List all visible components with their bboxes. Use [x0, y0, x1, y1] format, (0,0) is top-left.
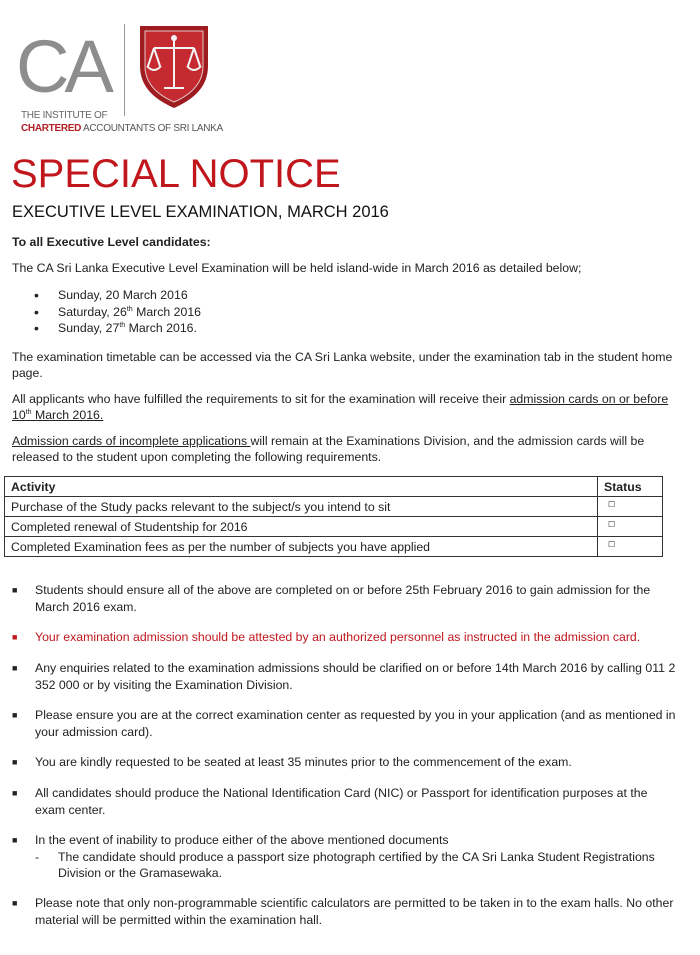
exam-date-item: • Sunday, 20 March 2016: [34, 287, 201, 304]
list-item: ■ Any enquiries related to the examination admissions should be clarified on or before 14th March 2016 by calling 011 2 352 000 or by visiting the Examination Division.: [12, 661, 676, 692]
checkbox-icon: ☐: [608, 519, 616, 529]
header-activity: Activity: [5, 477, 598, 497]
admission-card-date: admission cards on or before 10th March 2016.: [12, 392, 669, 422]
checkbox-icon: ☐: [608, 499, 616, 509]
page-subtitle: EXECUTIVE LEVEL EXAMINATION, MARCH 2016: [12, 203, 389, 221]
institute-logo: [10, 18, 223, 136]
incomplete-paragraph: Admission cards of incomplete applications will remain at the Examinations Division, and the admission cards will be released to the student upon completing the following requirements.: [12, 434, 645, 464]
exam-date-item: • Sunday, 27th March 2016.: [34, 320, 201, 337]
list-item: ■ Students should ensure all of the above are completed on or before 25th February 2016 to gain admission for the March 2016 exam.: [12, 583, 651, 614]
logo-chartered: CHARTERED: [21, 123, 82, 134]
checkbox-icon: ☐: [608, 539, 616, 549]
intro-paragraph: The CA Sri Lanka Executive Level Examination will be held island-wide in March 2016 as detailed below;: [12, 261, 582, 275]
exam-date-item: • Saturday, 26th March 2016: [34, 304, 201, 321]
list-item-attestation: ■ Your examination admission should be attested by an authorized personnel as instructed in the admission card.: [12, 630, 641, 644]
bullet-icon: ■: [12, 632, 18, 642]
status-cell: [598, 517, 663, 537]
logo-divider: [124, 24, 125, 116]
activity-cell: Purchase of the Study packs relevant to the subject/s you intend to sit: [5, 497, 598, 517]
table-header-row: [5, 477, 663, 497]
activity-cell: Completed renewal of Studentship for 2016: [5, 517, 598, 537]
logo-institute-line1: THE INSTITUTE OF: [21, 110, 108, 121]
bullet-icon: ■: [12, 710, 18, 720]
list-item: ■ In the event of inability to produce either of the above mentioned documents - The candidate should produce a passport size photograph certified by the CA Sri Lanka Student Registrations Division or the Gramasewaka.: [12, 832, 680, 882]
logo-accountants: ACCOUNTANTS OF SRI LANKA: [81, 123, 223, 134]
table-row: [5, 497, 663, 517]
header-status: Status: [598, 477, 663, 497]
list-item: ■ Please note that only non-programmable scientific calculators are permitted to be taken in to the exam halls. No other material will be permitted within the examination hall.: [12, 896, 674, 927]
status-cell: [598, 537, 663, 557]
activity-cell: Completed Examination fees as per the number of subjects you have applied: [5, 537, 598, 557]
page-title: SPECIAL NOTICE: [11, 152, 341, 196]
logo-letters: CA: [16, 25, 109, 108]
bullet-icon: ■: [12, 835, 18, 845]
requirements-table: [4, 476, 663, 557]
timetable-paragraph: The examination timetable can be accessed via the CA Sri Lanka website, under the examination tab in the student home page.: [12, 350, 673, 380]
list-item: ■ All candidates should produce the National Identification Card (NIC) or Passport for identification purposes at the exam center.: [12, 786, 648, 817]
admission-paragraph: All applicants who have fulfilled the requirements to sit for the examination will receive their admission cards on or before 10th March 2016.: [12, 392, 669, 422]
table-row: [5, 537, 663, 557]
dash-marker: -: [35, 849, 40, 864]
bullet-icon: ■: [12, 898, 18, 908]
greeting: To all Executive Level candidates:: [12, 235, 211, 249]
exam-dates-list: [34, 287, 201, 337]
status-cell: [598, 497, 663, 517]
logo-institute-line2: [21, 123, 223, 134]
bullet-icon: ■: [12, 663, 18, 673]
incomplete-applications-text: Admission cards of incomplete applications: [12, 434, 251, 448]
bullet-icon: ■: [12, 788, 18, 798]
list-item: ■ You are kindly requested to be seated at least 35 minutes prior to the commencement of the exam.: [12, 755, 572, 769]
bullet-icon: ■: [12, 757, 18, 767]
bullet-icon: ■: [12, 585, 18, 595]
table-row: [5, 517, 663, 537]
list-item: ■ Please ensure you are at the correct examination center as requested by you in your application (and as mentioned in your admission card).: [12, 708, 676, 739]
sub-list-item: - The candidate should produce a passport size photograph certified by the CA Sri Lanka Student Registrations Division or the Gramasewaka.: [35, 849, 655, 880]
scales-shield-icon: [136, 22, 212, 110]
